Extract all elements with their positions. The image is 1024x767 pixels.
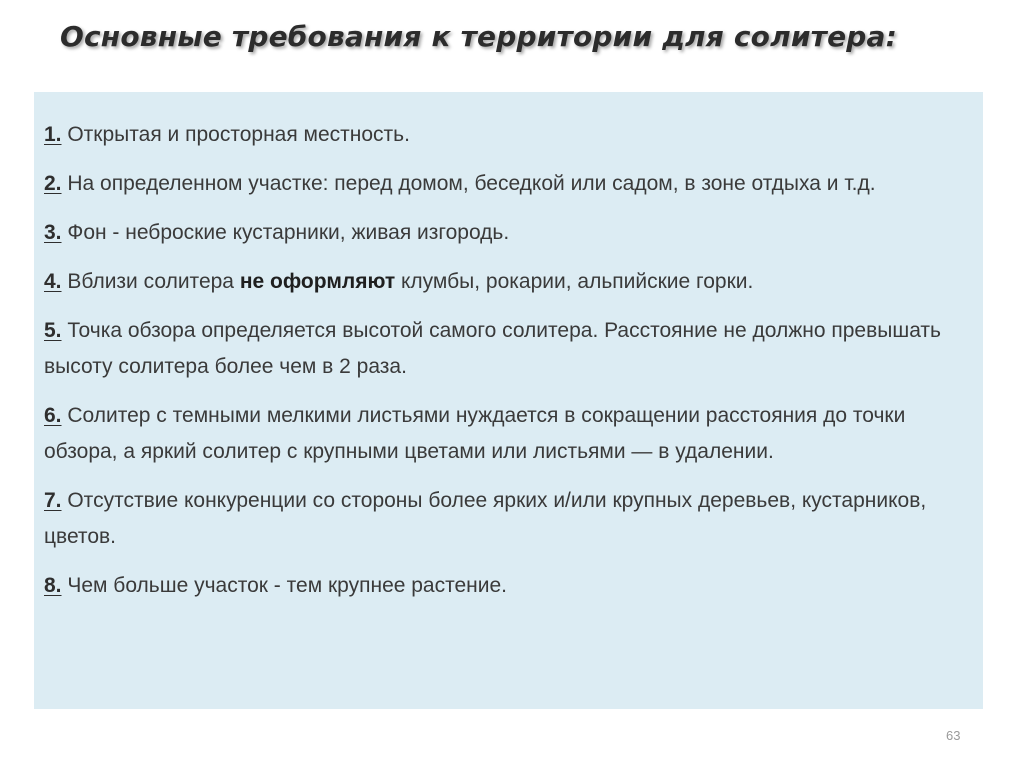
item-number: 2.	[44, 172, 62, 195]
item-text: Точка обзора определяется высотой самого солитера. Расстояние не должно превышать высоту солитера более чем в 2 раза.	[44, 319, 941, 378]
item-number: 5.	[44, 319, 62, 342]
list-item	[44, 117, 954, 153]
item-text: Отсутствие конкуренции со стороны более ярких и/или крупных деревьев, кустарников, цветов.	[44, 489, 927, 548]
list-item	[44, 313, 954, 385]
item-number: 6.	[44, 404, 62, 427]
list-item	[44, 568, 954, 604]
page-number: 63	[946, 728, 961, 743]
slide-title: Основные требования к территории для солитера:	[60, 20, 897, 53]
list-item	[44, 398, 954, 470]
list-item	[44, 215, 954, 251]
requirements-list	[44, 117, 954, 617]
list-item	[44, 264, 954, 300]
list-item	[44, 166, 954, 202]
item-text: клумбы, рокарии, альпийские горки.	[395, 270, 754, 293]
item-text: Фон - неброские кустарники, живая изгородь.	[61, 221, 510, 244]
item-number: 1.	[44, 123, 62, 146]
item-emphasis: не оформляют	[239, 270, 396, 293]
item-text: Открытая и просторная местность.	[61, 123, 410, 146]
item-text: На определенном участке: перед домом, беседкой или садом, в зоне отдыха и т.д.	[61, 172, 876, 195]
item-text: Чем больше участок - тем крупнее растение.	[61, 574, 508, 597]
item-number: 4.	[44, 270, 62, 293]
item-text: Вблизи солитера	[61, 270, 240, 293]
list-item	[44, 483, 954, 555]
item-number: 8.	[44, 574, 62, 597]
item-number: 3.	[44, 221, 62, 244]
item-text: Солитер с темными мелкими листьями нуждается в сокращении расстояния до точки обзора, а яркий солитер с крупными цветами или листьями — в удалении.	[44, 404, 906, 463]
item-number: 7.	[44, 489, 62, 512]
